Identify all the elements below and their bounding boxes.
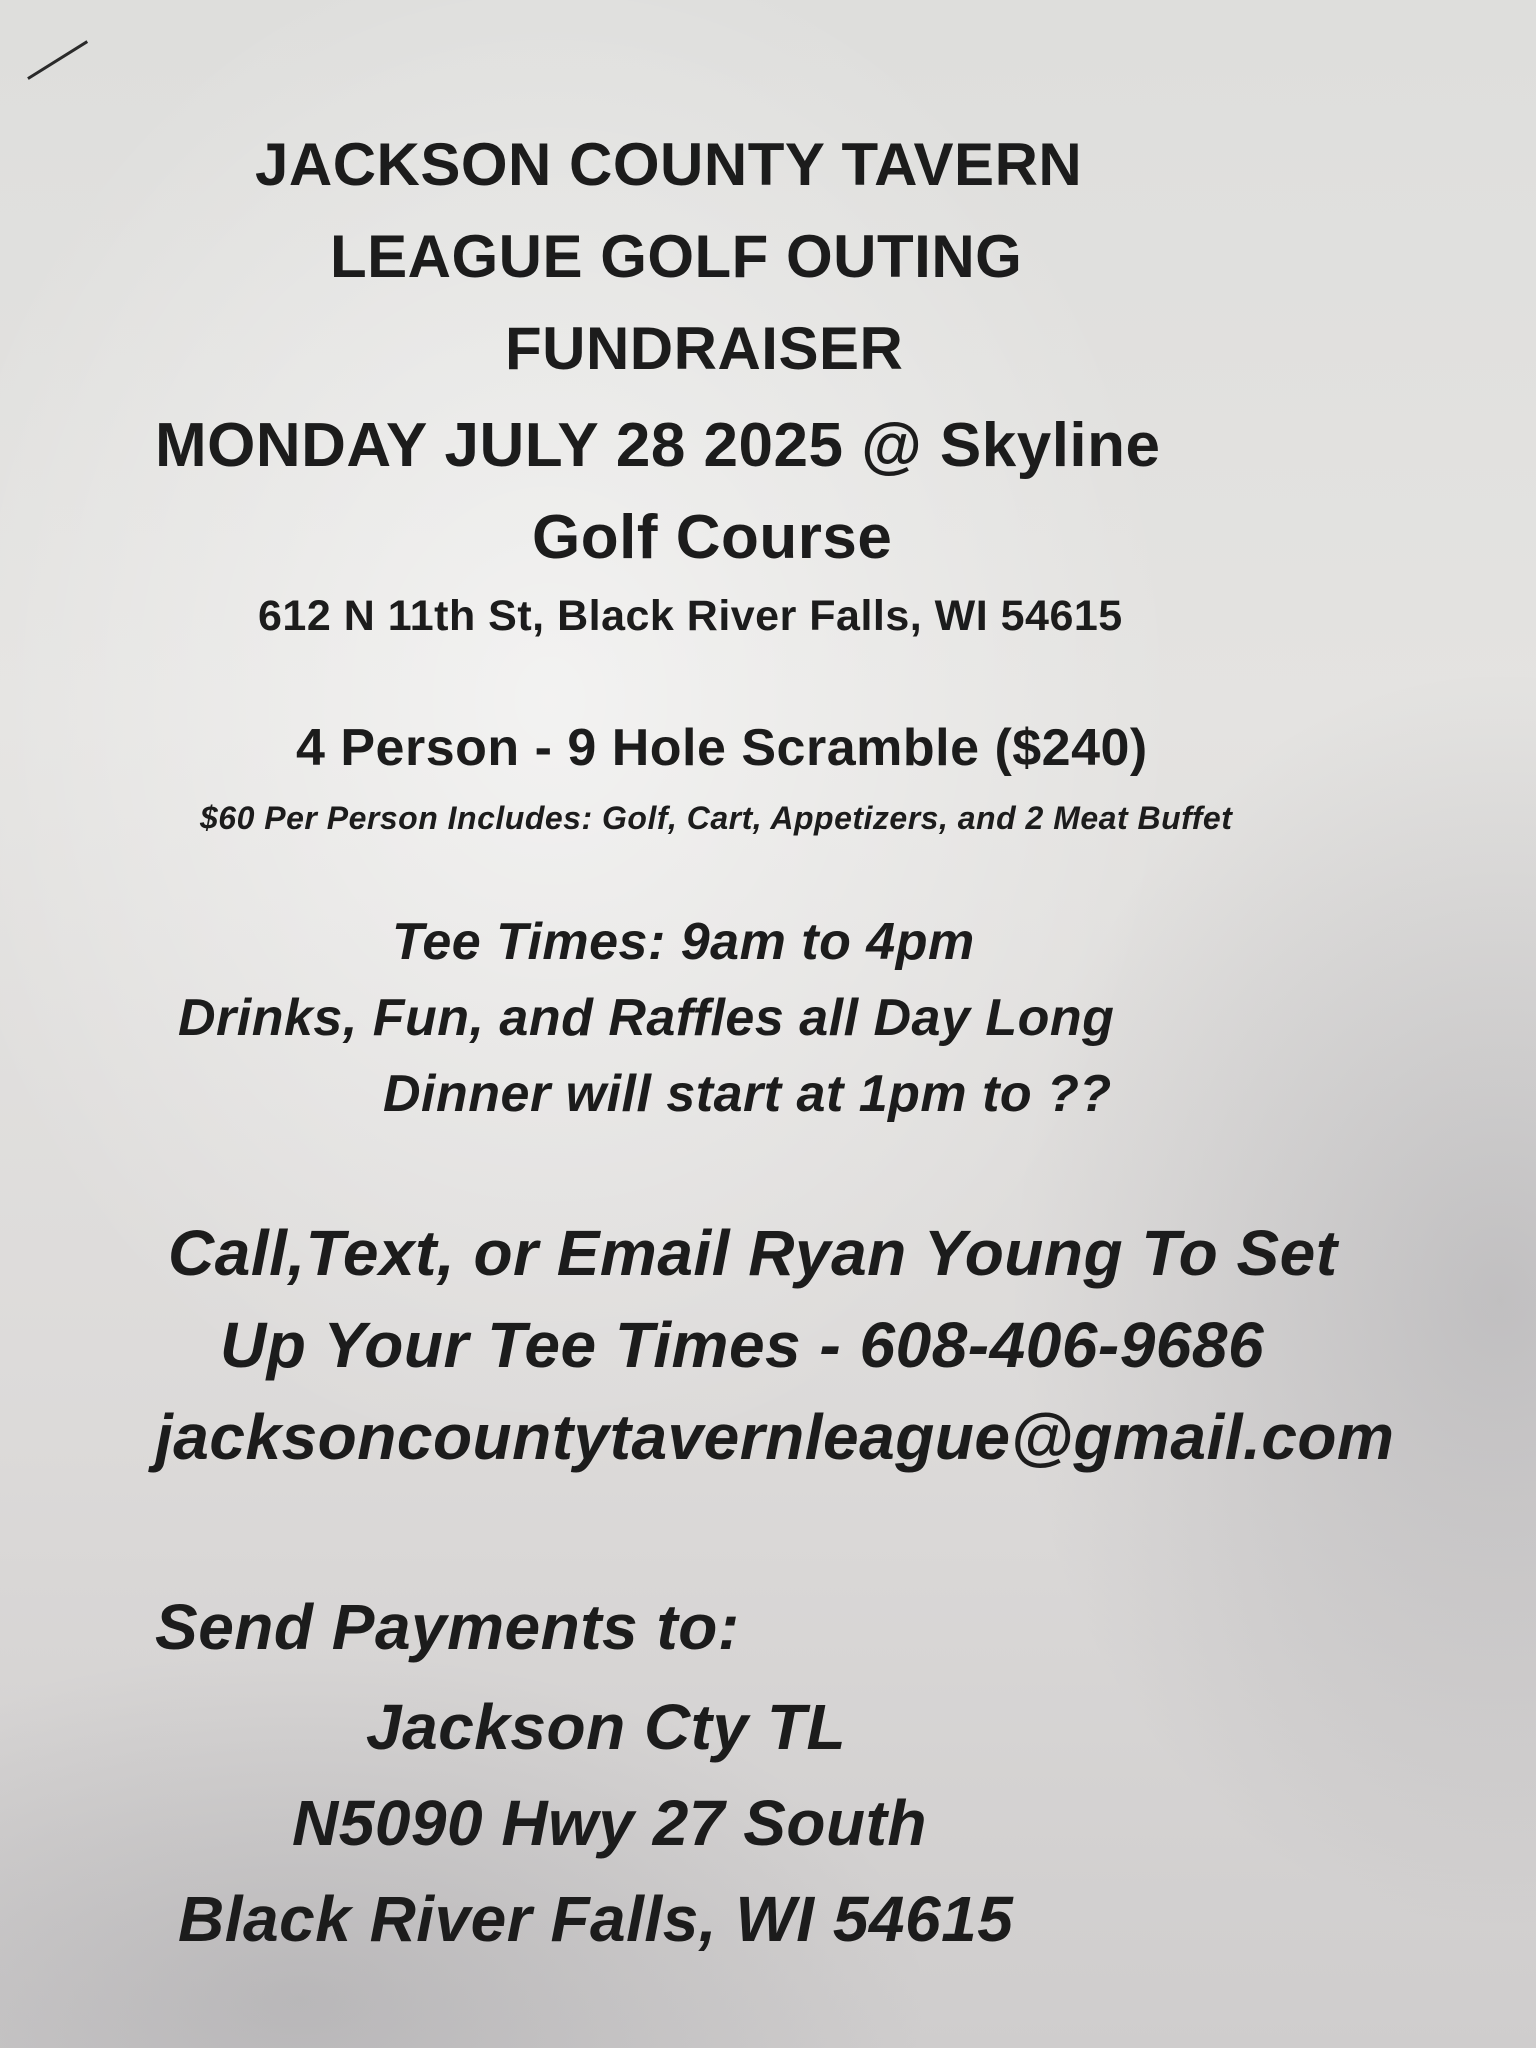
title-line-2: LEAGUE GOLF OUTING [330,223,1023,290]
per-person-includes: $60 Per Person Includes: Golf, Cart, Appetizers, and 2 Meat Buffet [200,800,1233,836]
course-address: 612 N 11th St, Black River Falls, WI 54615 [258,592,1123,640]
tee-times: Tee Times: 9am to 4pm [392,913,975,971]
event-date-venue-line-2: Golf Course [532,503,893,572]
contact-email: jacksoncountytavernleague@gmail.com [155,1401,1395,1473]
contact-line-2-phone: Up Your Tee Times - 608-406-9686 [220,1309,1265,1381]
payment-city: Black River Falls, WI 54615 [178,1883,1014,1955]
event-date-venue-line-1: MONDAY JULY 28 2025 @ Skyline [155,411,1161,480]
scramble-format-price: 4 Person - 9 Hole Scramble ($240) [296,719,1148,777]
title-line-1: JACKSON COUNTY TAVERN [255,131,1083,198]
payment-street: N5090 Hwy 27 South [292,1787,927,1859]
drinks-fun-raffles: Drinks, Fun, and Raffles all Day Long [178,989,1115,1047]
title-line-3: FUNDRAISER [505,315,904,382]
payment-name: Jackson Cty TL [366,1691,847,1763]
payment-heading: Send Payments to: [155,1591,740,1663]
paper-corner-fold [1,0,88,80]
contact-line-1: Call,Text, or Email Ryan Young To Set [168,1217,1338,1289]
dinner-time: Dinner will start at 1pm to ?? [383,1065,1112,1123]
